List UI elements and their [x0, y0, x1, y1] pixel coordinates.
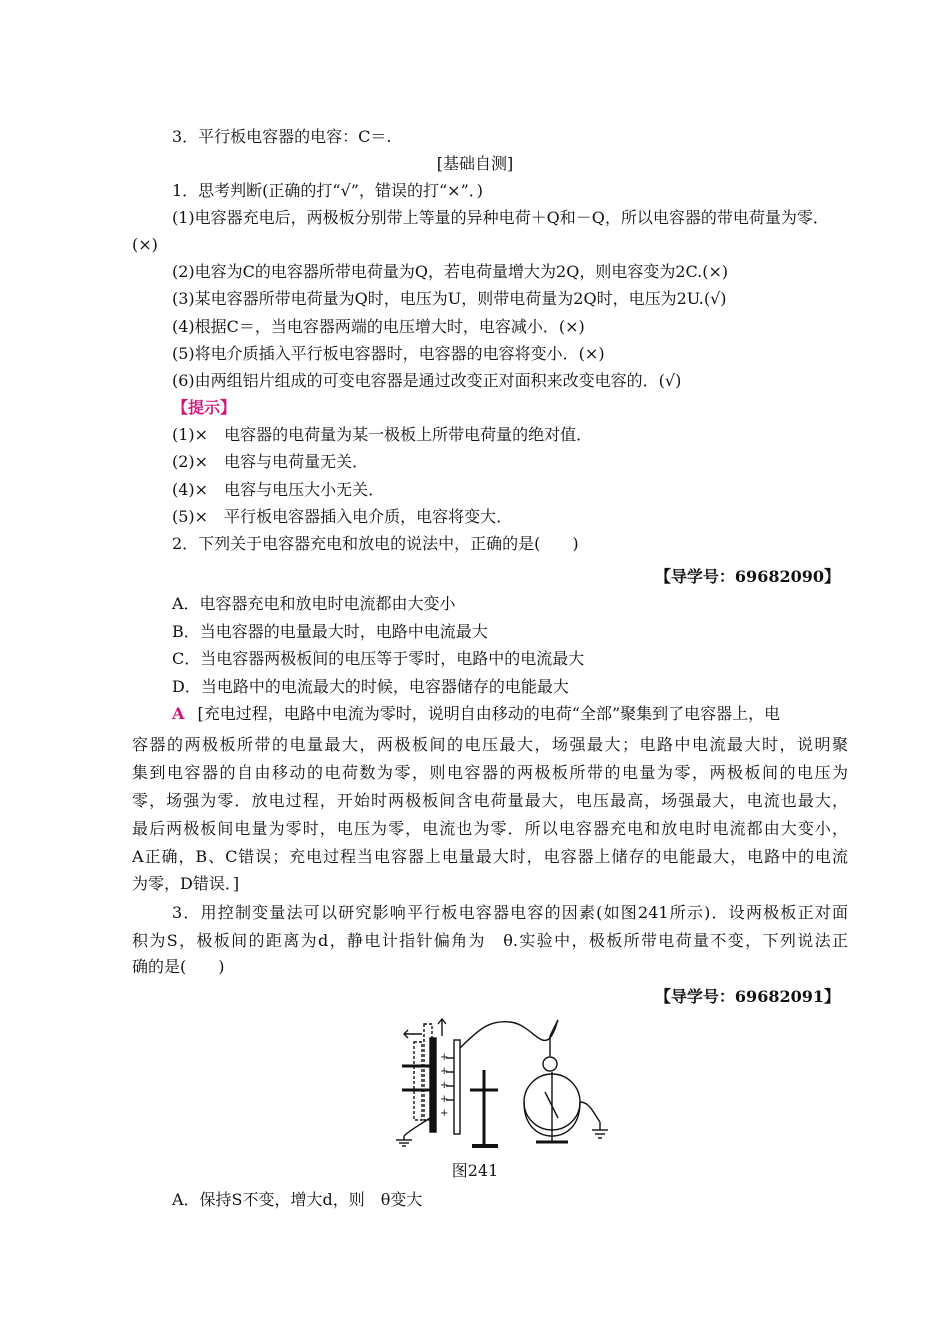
hint-item-5: (5)× 平行板电容器插入电介质，电容将变大． [172, 507, 513, 526]
answer-letter: A [172, 704, 185, 723]
judge-item-2: (2)电容为C的电容器所带电荷量为Q，若电荷量增大为2Q，则电容变为2C.(×) [172, 262, 729, 281]
option-a-q3: A．保持S不变，增大d，则 θ变大 [172, 1190, 423, 1209]
figure-caption: 图241 [451, 1161, 499, 1180]
svg-text:+: + [440, 1108, 449, 1119]
judge-item-5: (5)将电介质插入平行板电容器时，电容器的电容将变小．(×) [172, 344, 605, 363]
svg-text:+: + [440, 1066, 449, 1077]
answer-first-line [172, 704, 780, 724]
question-3-cont: 确的是( ) [132, 957, 225, 976]
answer-text: [充电过程，电路中电流为零时，说明自由移动的电荷“全部”聚集到了电容器上，电 [197, 704, 781, 723]
judge-item-1-answer: (×) [132, 235, 158, 254]
question-3-cont: 积为S，极板间的距离为d，静电计指针偏角为 θ.实验中，极板所带电荷量不变，下列说法正 [132, 931, 848, 950]
judge-item-1: (1)电容器充电后，两极板分别带上等量的异种电荷＋Q和－Q，所以电容器的带电荷量为零． [172, 208, 829, 227]
option-b: B．当电容器的电量最大时，电路中电流最大 [172, 622, 488, 641]
explanation-line: 容器的两极板所带的电量最大，两极板间的电压最大，场强最大；电路中电流最大时，说明聚 [132, 735, 848, 754]
guide-number-2: 【导学号：69682091】 [654, 987, 840, 1006]
hint-item-1: (1)× 电容器的电荷量为某一极板上所带电荷量的绝对值． [172, 425, 593, 444]
text-line: 3．平行板电容器的电容：C＝. [172, 127, 392, 146]
svg-text:+: + [440, 1080, 449, 1091]
question-2: 2．下列关于电容器充电和放电的说法中，正确的是( ) [172, 534, 579, 553]
guide-number-1: 【导学号：69682090】 [654, 567, 840, 586]
svg-text:+: + [440, 1052, 449, 1063]
explanation-line: A正确，B、C错误；充电过程当电容器上电量最大时，电容器上储存的电能最大，电路中的电流 [132, 847, 848, 866]
judge-item-6: (6)由两组铝片组成的可变电容器是通过改变正对面积来改变电容的．(√) [172, 371, 682, 390]
judge-item-4: (4)根据C＝，当电容器两端的电压增大时，电容减小．(×) [172, 317, 585, 336]
explanation-line: 零，场强为零．放电过程，开始时两极板间含电荷量最大，电压最高，场强最大，电流也最大， [132, 791, 848, 810]
capacitor-electroscope-figure [390, 1018, 620, 1148]
hint-label: 【提示】 [172, 398, 237, 417]
explanation-line: 最后两极板间电量为零时，电压为零，电流也为零．所以电容器充电和放电时电流都由大变小， [132, 819, 848, 838]
option-c: C．当电容器两极板间的电压等于零时，电路中的电流最大 [172, 649, 585, 668]
question-1: 1．思考判断(正确的打“√”，错误的打“×”．) [172, 181, 483, 200]
question-3: 3．用控制变量法可以研究影响平行板电容器电容的因素(如图241所示)．设两极板正对面 [172, 903, 848, 922]
svg-text:+: + [440, 1094, 449, 1105]
option-a: A．电容器充电和放电时电流都由大变小 [172, 594, 456, 613]
explanation-line: 为零，D错误．] [132, 874, 240, 893]
option-d: D．当电路中的电流最大的时候，电容器储存的电能最大 [172, 677, 569, 696]
judge-item-3: (3)某电容器所带电荷量为Q时，电压为U，则带电荷量为2Q时，电压为2U.(√) [172, 289, 727, 308]
hint-item-2: (2)× 电容与电荷量无关． [172, 452, 369, 471]
section-heading: [基础自测] [436, 154, 514, 173]
explanation-line: 集到电容器的自由移动的电荷数为零，则电容器的两极板所带的电量为零，两极板间的电压为 [132, 763, 848, 782]
hint-item-4: (4)× 电容与电压大小无关． [172, 480, 385, 499]
